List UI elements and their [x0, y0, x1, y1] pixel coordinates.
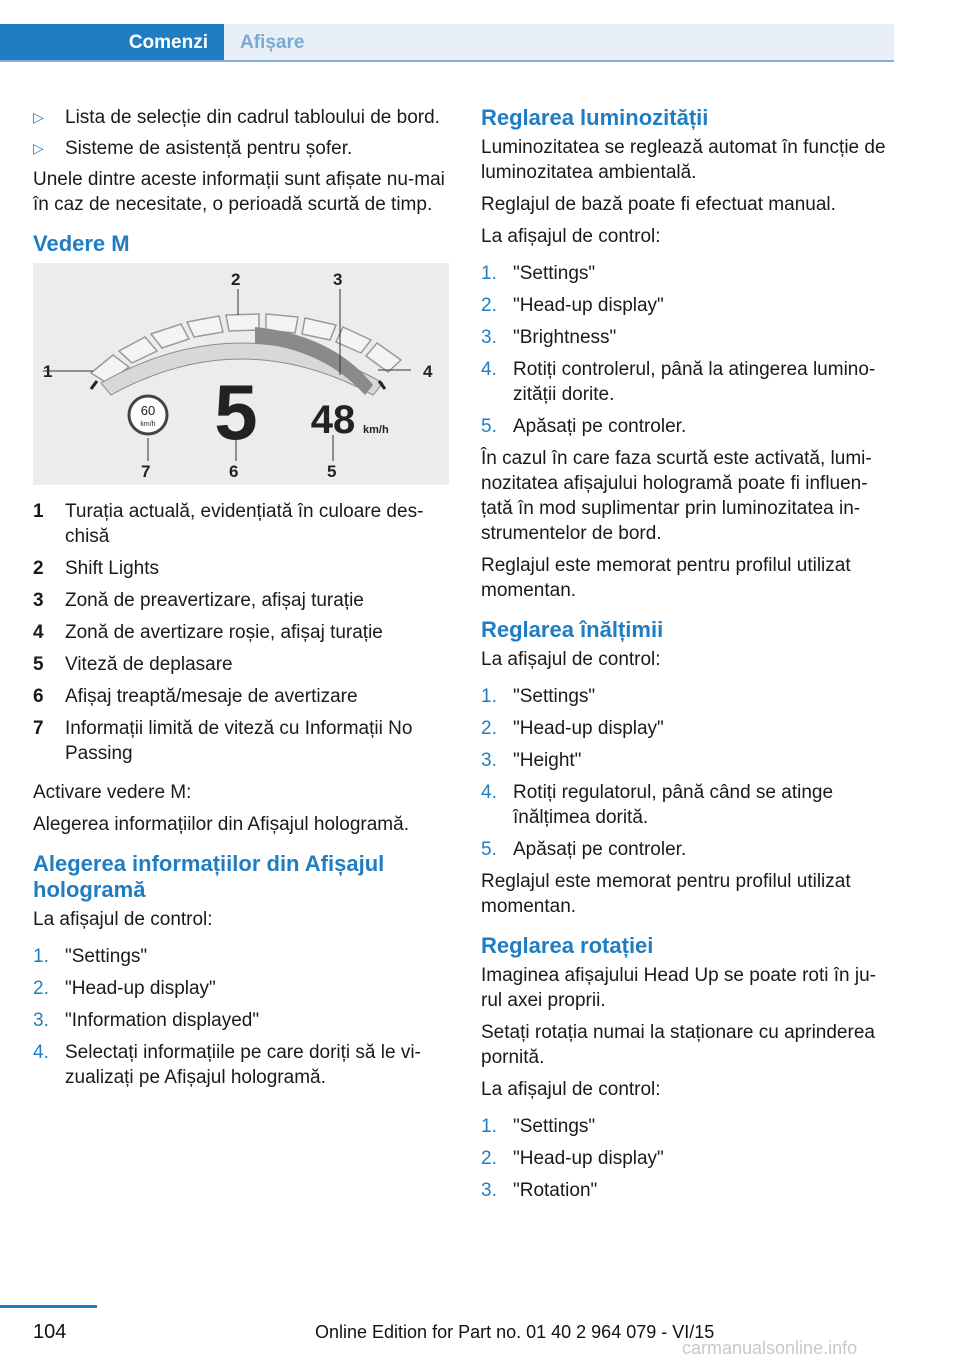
speed-limit-unit: km/h	[140, 421, 156, 428]
legend-item: 7 Informații limită de viteză cu Informații No Passing	[33, 718, 413, 764]
legend-item: 5 Viteză de deplasare	[33, 654, 233, 675]
legend-item: 3 Zonă de preavertizare, afișaj turație	[33, 590, 364, 611]
callout-1: 1	[43, 362, 53, 381]
step-item: 2. "Head-up display"	[481, 1148, 664, 1169]
legend-item: 4 Zonă de avertizare roșie, afișaj turație	[33, 622, 383, 643]
step-item: 5. Apăsați pe controler.	[481, 839, 687, 860]
list-item	[33, 136, 449, 161]
step-item: 3. "Rotation"	[481, 1180, 598, 1201]
lum-paragraph-4: Reglajul este memorat pentru profilul utilizat momentan.	[481, 555, 851, 601]
step-item: 3. "Information displayed"	[33, 1010, 260, 1031]
step-item: 2. "Head-up display"	[481, 295, 664, 316]
page-number: 104	[33, 1321, 67, 1343]
ina-control-label: La afișajul de control:	[481, 649, 661, 670]
step-item: 4. Rotiți controlerul, până la atingerea lumino-zității dorite.	[481, 359, 876, 405]
callout-4: 4	[423, 362, 433, 381]
alegerea-text: Alegerea informațiilor din Afișajul hologramă.	[33, 814, 409, 835]
legend-item: 6 Afișaj treaptă/mesaje de avertizare	[33, 686, 358, 707]
tab-comenzi[interactable]: Comenzi	[0, 24, 224, 61]
lum-paragraph-1: Luminozitatea se reglează automat în funcție de luminozitatea ambientală.	[481, 137, 886, 183]
callout-2: 2	[231, 270, 241, 289]
callout-6: 6	[229, 462, 239, 481]
triangle-bullet-icon: ▷	[33, 109, 44, 125]
step-item: 2. "Head-up display"	[481, 718, 664, 739]
heading-luminozitate: Reglarea luminozității	[481, 105, 709, 130]
gear-indicator: 5	[214, 368, 258, 456]
m-view-figure	[33, 263, 449, 485]
heading-vedere-m: Vedere M	[33, 231, 130, 256]
step-item: 1. "Settings"	[481, 1116, 596, 1137]
activare-text: Activare vedere M:	[33, 782, 192, 803]
lum-paragraph-2: Reglajul de bază poate fi efectuat manual.	[481, 194, 836, 215]
m-view-illustration	[33, 263, 449, 485]
tab-underline	[0, 60, 894, 62]
heading-alegerea: Alegerea informațiilor din Afișajul hologramă	[33, 851, 385, 902]
step-item: 4. Selectați informațiile pe care doriți să le vi-zualizați pe Afișajul hologramă.	[33, 1042, 421, 1088]
header-tabbar	[0, 0, 960, 62]
speed-unit: km/h	[363, 424, 389, 436]
legend-item: 1 Turația actuală, evidențiată în culoare des-chisă	[33, 501, 424, 547]
step-item: 1. "Settings"	[481, 686, 596, 707]
callout-7: 7	[141, 462, 151, 481]
edition-text: Online Edition for Part no. 01 40 2 964 079 - VI/15	[315, 1322, 715, 1342]
rot-paragraph-2: Setați rotația numai la staționare cu aprinderea pornită.	[481, 1022, 875, 1068]
intro-paragraph: Unele dintre aceste informații sunt afișate nu-mai în caz de necesitate, o perioadă scurtă de timp.	[33, 169, 445, 215]
triangle-bullet-icon: ▷	[33, 140, 44, 156]
rot-control-label: La afișajul de control:	[481, 1079, 661, 1100]
left-column	[33, 105, 449, 1097]
lum-control-label: La afișajul de control:	[481, 226, 661, 247]
step-item: 2. "Head-up display"	[33, 978, 216, 999]
ina-paragraph: Reglajul este memorat pentru profilul utilizat momentan.	[481, 871, 851, 917]
step-item: 4. Rotiți regulatorul, până când se atinge înălțimea dorită.	[481, 782, 834, 828]
right-column	[481, 105, 897, 1210]
tab-afisare[interactable]: Afișare	[224, 24, 894, 61]
watermark: carmanualsonline.info	[682, 1338, 858, 1358]
speed-value: 48	[310, 398, 356, 442]
footer-line	[0, 1305, 97, 1308]
callout-5: 5	[327, 462, 337, 481]
heading-inaltime: Reglarea înălțimii	[481, 617, 664, 642]
bullet-text: Sisteme de asistență pentru șofer.	[65, 138, 353, 159]
bullet-text: Lista de selecție din cadrul tabloului de bord.	[65, 107, 440, 128]
rot-paragraph-1: Imaginea afișajului Head Up se poate roti în ju-rul axei proprii.	[481, 965, 877, 1011]
step-item: 3. "Brightness"	[481, 327, 617, 348]
speed-limit-value: 60	[140, 403, 156, 418]
step-item: 1. "Settings"	[33, 946, 148, 967]
lum-paragraph-3: În cazul în care faza scurtă este activată, lumi-nozitatea afișajului hologramă poate fi influen-țată în mod suplimentar prin luminozitatea in-strumentelor de bord.	[481, 448, 872, 544]
control-label: La afișajul de control:	[33, 909, 213, 930]
step-item: 5. Apăsați pe controler.	[481, 416, 687, 437]
step-item: 3. "Height"	[481, 750, 582, 771]
callout-3: 3	[333, 270, 343, 289]
legend-item: 2 Shift Lights	[33, 558, 159, 579]
heading-rotatie: Reglarea rotației	[481, 933, 654, 958]
list-item	[33, 105, 449, 130]
step-item: 1. "Settings"	[481, 263, 596, 284]
